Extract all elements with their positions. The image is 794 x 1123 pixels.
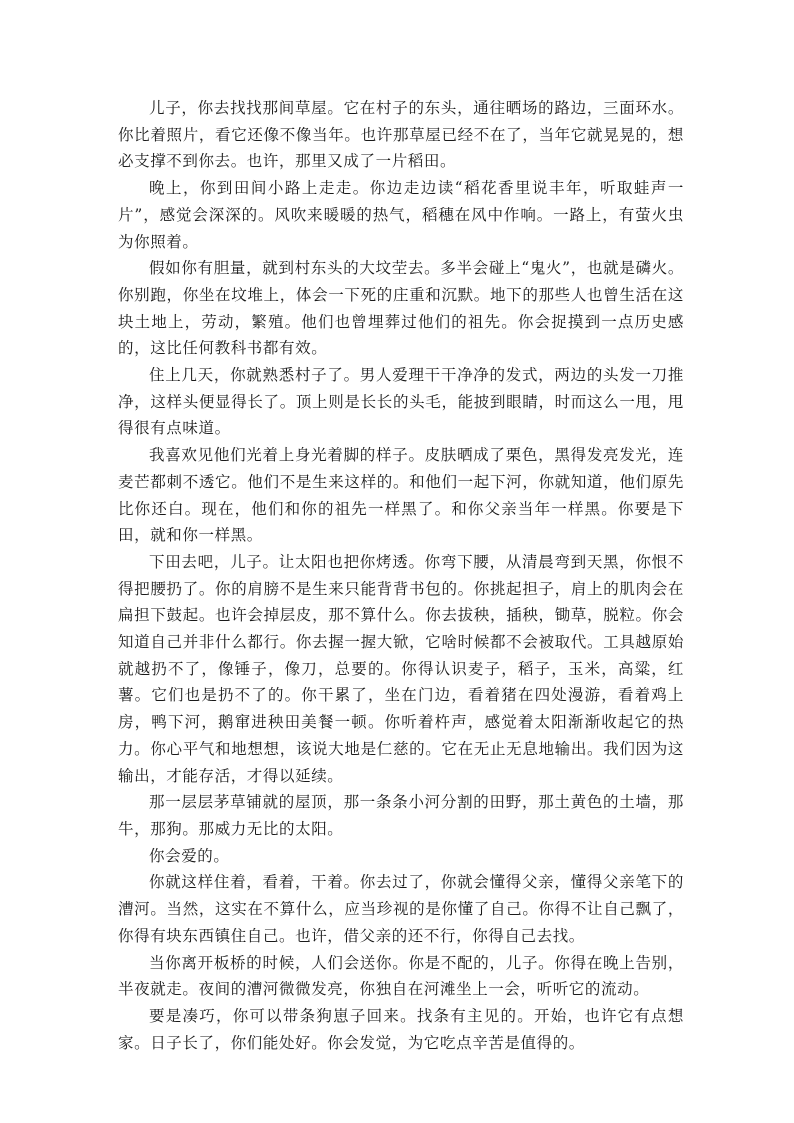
- paragraph-10: 当你离开板桥的时候，人们会送你。你是不配的，儿子。你得在晚上告别，半夜就走。夜间的漕河微微发亮，你独自在河滩坐上一会，听听它的流动。: [118, 953, 684, 999]
- paragraph-5: 我喜欢见他们光着上身光着脚的样子。皮肤晒成了栗色，黑得发亮发光，连麦芒都刺不透它。他们不是生来这样的。和他们一起下河，你就知道，他们原先比你还白。现在，他们和你的祖先一样黑了。和你父亲当年一样黑。你要是下田，就和你一样黑。: [118, 446, 684, 545]
- paragraph-9: 你就这样住着，看着，干着。你去过了，你就会懂得父亲，懂得父亲笔下的漕河。当然，这实在不算什么，应当珍视的是你懂了自己。你得不让自己飘了，你得有块东西镇住自己。也许，借父亲的还不行，你得自己去找。: [118, 873, 684, 945]
- document-page: [118, 95, 684, 1056]
- paragraph-8: 你会爱的。: [149, 846, 230, 865]
- paragraph-6: 下田去吧，儿子。让太阳也把你烤透。你弯下腰，从清晨弯到天黑，你恨不得把腰扔了。你的肩膀不是生来只能背背书包的。你挑起担子，肩上的肌肉会在扁担下鼓起。也许会掉层皮，那不算什么。你去拔秧，插秧，锄草，脱粒。你会知道自己并非什么都行。你去握一握大锨，它啥时候都不会被取代。工具越原始就越扔不了，像锤子，像刀，总要的。你得认识麦子，稻子，玉米，高粱，红薯。它们也是扔不了的。你干累了，坐在门边，看着猪在四处漫游，看着鸡上房，鸭下河，鹅窜进秧田美餐一顿。你听着杵声，感觉着太阳渐渐收起它的热力。你心平气和地想想，该说大地是仁慈的。它在无止无息地输出。我们因为这输出，才能存活，才得以延续。: [118, 552, 684, 785]
- paragraph-3: 假如你有胆量，就到村东头的大坟茔去。多半会碰上“鬼火”，也就是磷火。你别跑，你坐在坟堆上，体会一下死的庄重和沉默。地下的那些人也曾生活在这块土地上，劳动，繁殖。他们也曾埋葬过他们的祖先。你会捉摸到一点历史感的，这比任何教科书都有效。: [118, 259, 684, 358]
- paragraph-2: 晚上，你到田间小路上走走。你边走边读“稻花香里说丰年，听取蛙声一片”，感觉会深深的。风吹来暖暖的热气，稻穗在风中作响。一路上，有萤火虫为你照着。: [118, 179, 684, 251]
- paragraph-7: 那一层层茅草铺就的屋顶，那一条条小河分割的田野，那土黄色的土墙，那牛，那狗。那威力无比的太阳。: [118, 793, 684, 838]
- paragraph-1: 儿子，你去找找那间草屋。它在村子的东头，通往晒场的路边，三面环水。你比着照片，看它还像不像当年。也许那草屋已经不在了，当年它就晃晃的，想必支撑不到你去。也许，那里又成了一片稻田。: [118, 99, 684, 171]
- paragraph-11: 要是凑巧，你可以带条狗崽子回来。找条有主见的。开始，也许它有点想家。日子长了，你们能处好。你会发觉，为它吃点辛苦是值得的。: [118, 1006, 684, 1052]
- paragraph-4: 住上几天，你就熟悉村子了。男人爱理干干净净的发式，两边的头发一刀推净，这样头便显得长了。顶上则是长长的头毛，能披到眼睛，时而这么一甩，甩得很有点味道。: [118, 366, 684, 438]
